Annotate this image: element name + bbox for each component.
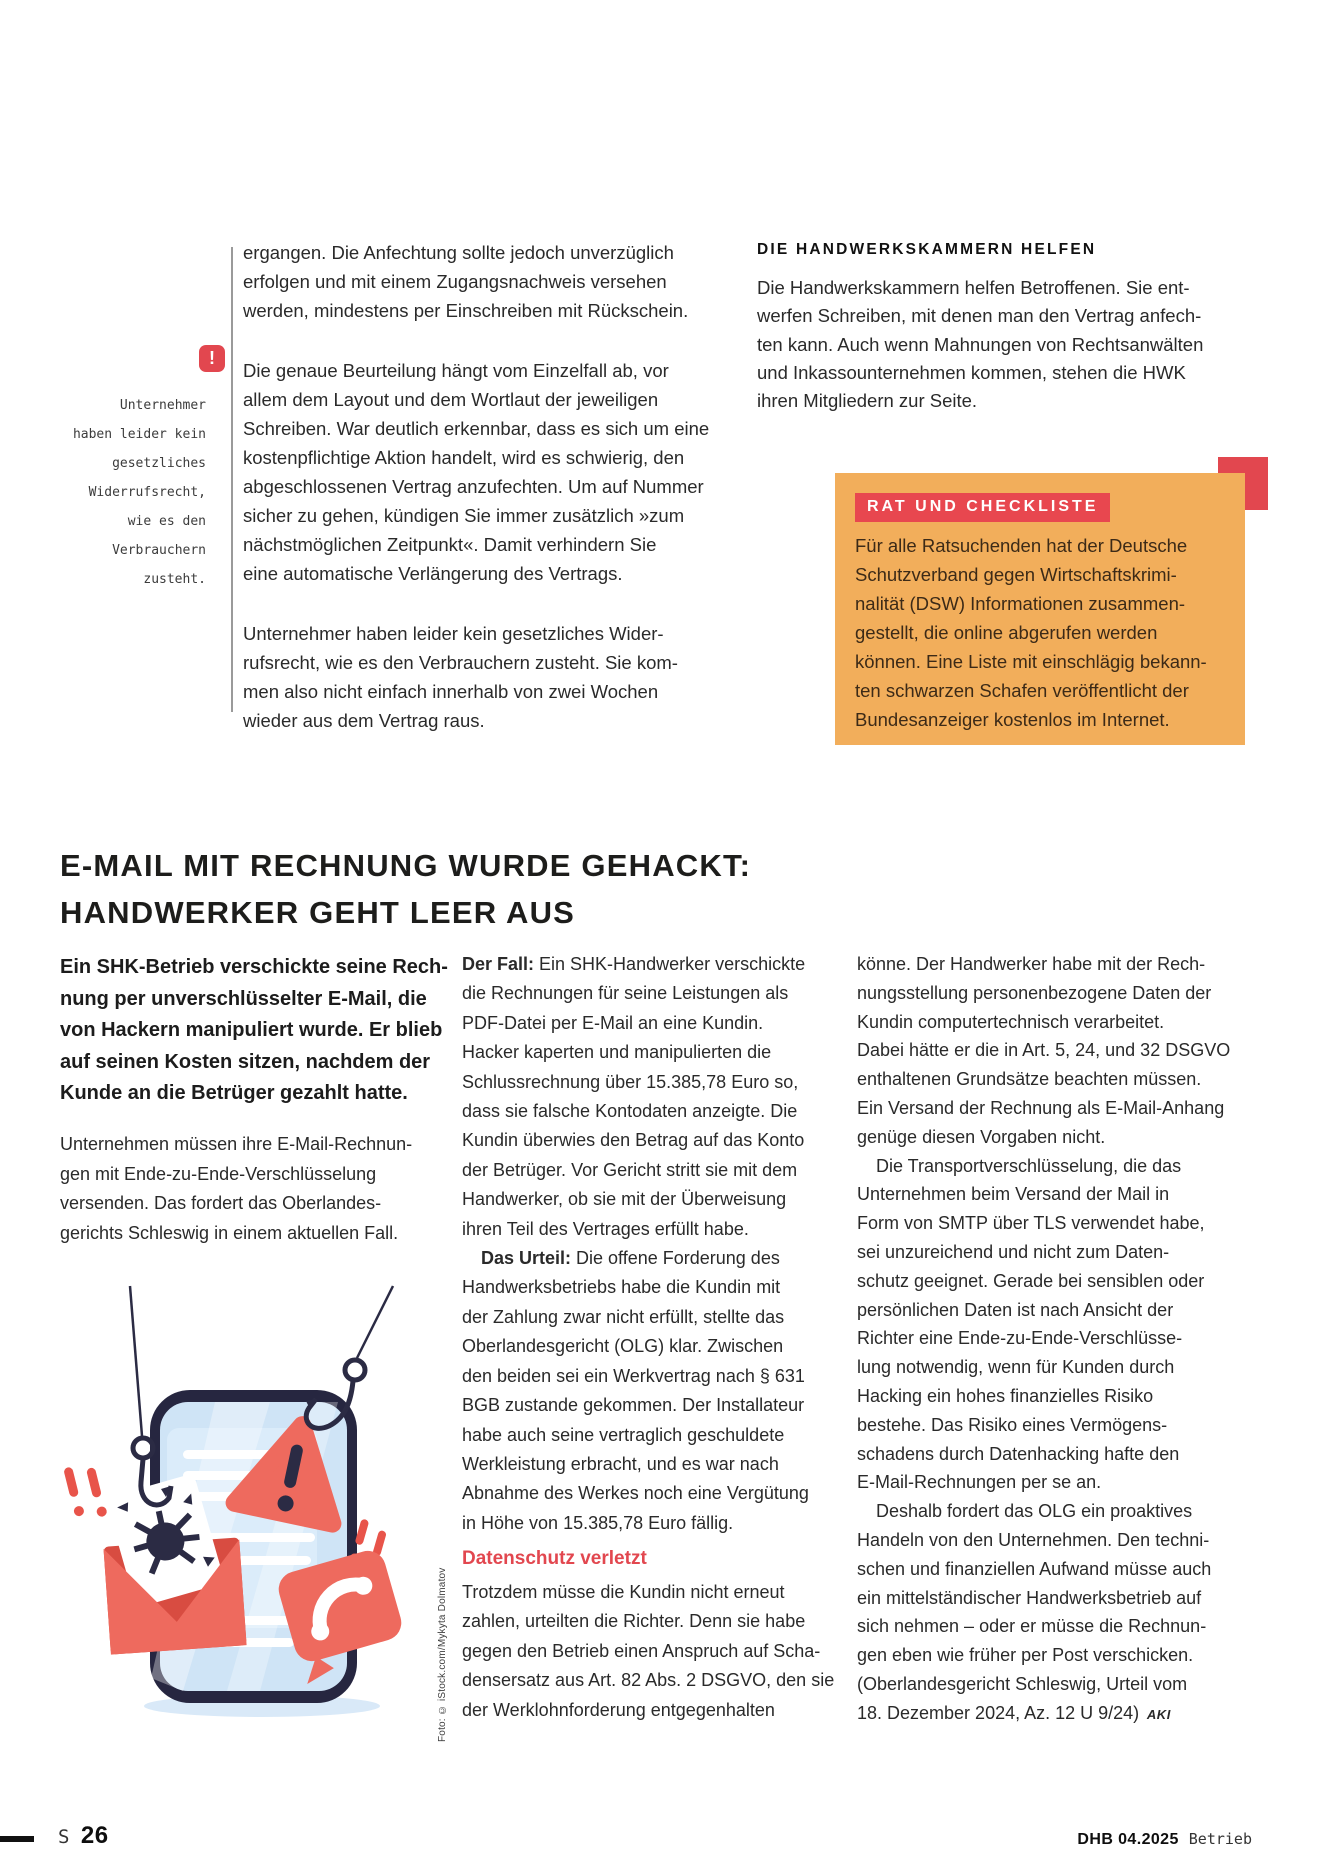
article-col2 bbox=[462, 950, 847, 1538]
fishing-line-right bbox=[357, 1286, 393, 1358]
article-headline: E-MAIL MIT RECHNUNG WURDE GEHACKT: HANDWERKER GEHT LEER AUS bbox=[60, 848, 752, 930]
exclamation-warning-icon: ! bbox=[199, 345, 225, 372]
paragraph: Unternehmer haben leider kein gesetzliches Wider- rufsrecht, wie es den Verbrauchern zusteht. Sie kom- men also nicht einfach innerhalb von zwei Wochen wieder aus dem Vertrag raus. bbox=[243, 623, 678, 731]
paragraph-das-urteil: Das Urteil: Die offene Forderung des Handwerksbetriebs habe die Kundin mit der Zahlung zwar nicht erfüllt, stellte das Oberlandesgericht (OLG) klar. Zwischen den beiden sei ein Werkvertrag nach § 631 BGB zustande gekommen. Der Installateur habe auch seine vertraglich geschuldete Werkleistung erbracht, und es war nach Abnahme des Werkes noch eine Vergütung in Höhe von 15.385,78 Euro fällig. bbox=[462, 1248, 809, 1533]
top-right-column bbox=[757, 236, 1257, 415]
footer-issue-section bbox=[1077, 1830, 1252, 1849]
paragraph: Die genaue Beurteilung hängt vom Einzelfall ab, vor allem dem Layout und dem Wortlaut der jeweiligen Schreiben. War deutlich erkennbar, dass es sich um eine kostenpflichtige Aktion handelt, wird es schwierig, den abgeschlossenen Vertrag anzufechten. Um auf Nummer sicher zu gehen, kündigen Sie immer zusätzlich »zum nächstmöglichen Zeitpunkt«. Damit verhindern Sie eine automatische Verlängerung des Vertrags. bbox=[243, 360, 710, 584]
subhead-datenschutz-verletzt: Datenschutz verletzt bbox=[462, 1548, 647, 1569]
paragraph: könne. Der Handwerker habe mit der Rech- nungsstellung personenbezogene Daten der Kundin computertechnisch verarbeitet. Dabei hätte er die in Art. 5, 24, und 32 DSGVO enthaltenen Grundsätze beachten müssen. Ein Versand der Rechnung als E-Mail-Anhang genüge diesen Vorgaben nicht. bbox=[857, 954, 1231, 1147]
top-middle-column bbox=[243, 238, 743, 766]
issue-label: DHB 04.2025 bbox=[1077, 1831, 1179, 1848]
article-col3 bbox=[857, 950, 1257, 1730]
paragraph: Deshalb fordert das OLG ein proaktives Handeln von den Unternehmen. Den techni- schen und finanziellen Aufwand müsse auch ein mittelständischer Handwerksbetrieb auf sich nehmen – oder er müsse die Rechnun- gen eben wie früher per Post verschicken. (Oberlandesgericht Schleswig, Urteil vom 18. Dezember 2024, Az. 12 U 9/24) AKI bbox=[857, 1501, 1212, 1723]
article-col1-paragraph: Unternehmen müssen ihre E-Mail-Rechnun- gen mit Ende-zu-Ende-Verschlüsselung versenden. Das fordert das Oberlandes- gerichts Schleswig in einem aktuellen Fall. bbox=[60, 1134, 413, 1243]
fishing-line-left bbox=[130, 1286, 142, 1436]
exclamation-marks-left bbox=[63, 1461, 108, 1523]
article-intro: Ein SHK-Betrieb verschickte seine Rech- nung per unverschlüsselter E-Mail, die von Hackern manipuliert wurde. Er blieb auf seinen Kosten sitzen, nachdem der Kunde an die Betrüger gezahlt hatte. bbox=[60, 956, 448, 1104]
column-divider bbox=[231, 247, 233, 712]
margin-note: Unternehmer haben leider kein gesetzliches Widerrufsrecht, wie es den Verbrauchern zusteht. bbox=[72, 398, 206, 587]
section-label: Betrieb bbox=[1188, 1830, 1252, 1848]
paragraph: Die Transportverschlüsselung, die das Unternehmen beim Versand der Mail in Form von SMTP über TLS verwendet habe, sei unzureichend und nicht zum Daten- schutz geeignet. Gerade bei sensiblen oder persönlichen Daten ist nach Ansicht der Richter eine Ende-zu-Ende-Verschlüsse- lung notwendig, wenn für Kunden durch Hacking ein hohes finanzielles Risiko bestehe. Das Risiko eines Vermögens- schadens durch Datenhacking hafte den E-Mail-Rechnungen per se an. bbox=[857, 1155, 1205, 1493]
footer-rule bbox=[0, 1836, 34, 1842]
phishing-illustration bbox=[55, 1278, 450, 1718]
info-box-label: RAT UND CHECKLISTE bbox=[855, 493, 1110, 522]
photo-credit: Foto: © iStock.com/Mykyta Dolmatov bbox=[437, 1567, 448, 1742]
paragraph: Die Handwerkskammern helfen Betroffenen. Sie ent- werfen Schreiben, mit denen man den Vertrag anfech- ten kann. Auch wenn Mahnungen von Rechtsanwälten und Inkassounternehmen kommen, stehen die HWK ihren Mitgliedern zur Seite. bbox=[757, 277, 1204, 412]
info-box bbox=[835, 473, 1245, 745]
paragraph-der-fall: Der Fall: Ein SHK-Handwerker verschickte die Rechnungen für seine Leistungen als PDF-Datei per E-Mail an eine Kundin. Hacker kaperten und manipulierten die Schlussrechnung über 15.385,78 Euro so, dass sie falsche Kontodaten anzeigte. Die Kundin überwies den Betrag auf das Konto der Betrüger. Vor Gericht stritt sie mit dem Handwerker, ob sie mit der Überweisung ihren Teil des Vertrages erfüllt habe. bbox=[462, 954, 806, 1239]
paragraph-datenschutz: Trotzdem müsse die Kundin nicht erneut zahlen, urteilten die Richter. Denn sie habe gegen den Betrieb einen Anspruch auf Scha- densersatz aus Art. 82 Abs. 2 DSGVO, den sie der Werklohnforderung entgegenhalten bbox=[462, 1582, 835, 1720]
subsection-heading: DIE HANDWERKSKAMMERN HELFEN bbox=[757, 241, 1097, 258]
info-box-text: Für alle Ratsuchenden hat der Deutsche Schutzverband gegen Wirtschaftskrimi- nalität (DSW) Informationen zusammen- gestellt, die online abgerufen werden können. Eine Liste mit einschlägig bekann- ten schwarzen Schafen veröffentlicht der Bundesanzeiger kostenlos im Internet. bbox=[855, 535, 1207, 730]
paragraph: ergangen. Die Anfechtung sollte jedoch unverzüglich erfolgen und mit einem Zugangsnachweis versehen werden, mindestens per Einschreiben mit Rückschein. bbox=[243, 242, 689, 321]
page-number: S 26 bbox=[58, 1822, 109, 1849]
